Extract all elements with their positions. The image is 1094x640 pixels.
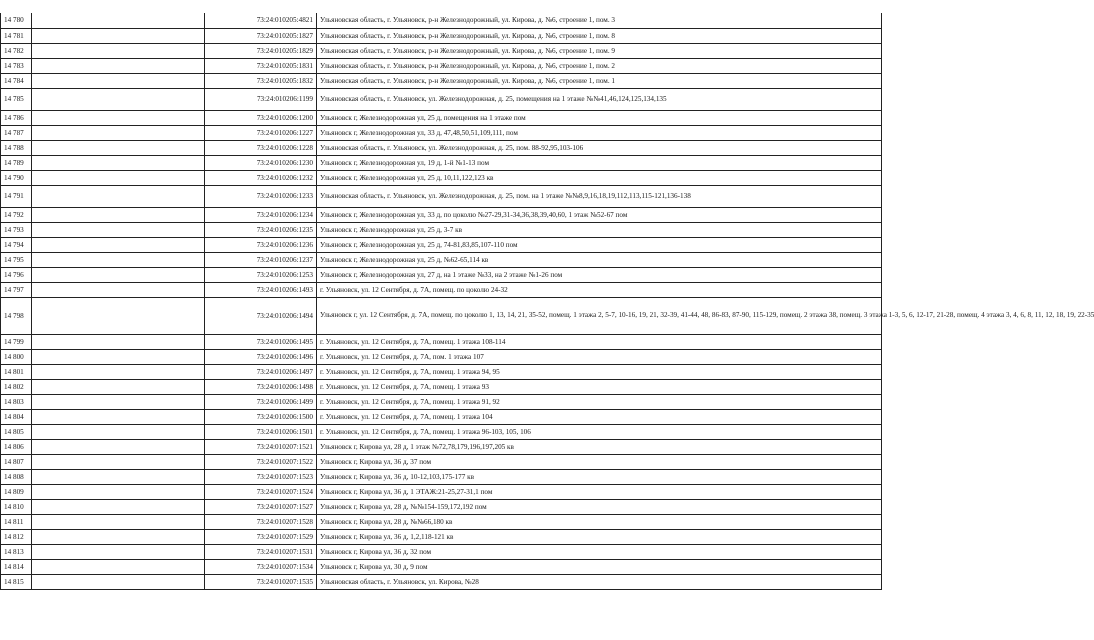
table-row [1,544,882,559]
empty-cell [32,207,205,222]
empty-cell [32,88,205,110]
table-row [1,185,882,207]
table-row [1,439,882,454]
empty-cell [32,185,205,207]
table-row [1,222,882,237]
cadastral-number: 73:24:010206:1499 [205,394,317,409]
table-row [1,334,882,349]
address: Ульяновская область, г. Ульяновск, р-н Железнодорожный, ул. Кирова, д. №6, строение 1, пом. 9 [317,43,882,58]
table-row [1,297,882,334]
cadastral-number: 73:24:010206:1493 [205,282,317,297]
cadastral-number: 73:24:010206:1200 [205,110,317,125]
address: Ульяновск г, ул. 12 Сентября, д. 7А, помещ. по цоколю 1, 13, 14, 21, 35-52, помещ. 1 этажа 2, 5-7, 10-16, 19, 21, 32-39, 41-44, 48, 86-83, 87-90, 115-129, помещ. 2 этажа 38, помещ. 3 этажа 1-3, 5, 6, 12-17, 21-28, помещ. 4 этажа 3, 4, 6, 8, 11, 12, 18, 19, 22-35 [317,297,882,334]
cadastral-number: 73:24:010207:1534 [205,559,317,574]
cadastral-number: 73:24:010205:1829 [205,43,317,58]
cadastral-number: 73:24:010207:1535 [205,574,317,589]
row-number: 14 788 [1,140,32,155]
empty-cell [32,58,205,73]
row-number: 14 807 [1,454,32,469]
table-row [1,394,882,409]
cadastral-number: 73:24:010206:1253 [205,267,317,282]
table-row [1,349,882,364]
address: г. Ульяновск, ул. 12 Сентября, д. 7А, помещ. 1 этажа 91, 92 [317,394,882,409]
address: Ульяновск г, Железнодорожная ул, 25 д, №62-65,114 кв [317,252,882,267]
empty-cell [32,13,205,28]
address: Ульяновск г, Железнодорожная ул, 19 д, 1-й №1-13 пом [317,155,882,170]
table-row [1,58,882,73]
address: Ульяновск г, Железнодорожная ул, 33 д, по цоколю №27-29,31-34,36,38,39,40,60, 1 этаж №52-67 пом [317,207,882,222]
cadastral-number: 73:24:010207:1522 [205,454,317,469]
row-number: 14 804 [1,409,32,424]
table-row [1,529,882,544]
table-row [1,514,882,529]
row-number: 14 796 [1,267,32,282]
row-number: 14 795 [1,252,32,267]
table-row [1,424,882,439]
cadastral-number: 73:24:010206:1496 [205,349,317,364]
address: Ульяновск г, Железнодорожная ул, 33 д, 47,48,50,51,109,111, пом [317,125,882,140]
empty-cell [32,499,205,514]
empty-cell [32,409,205,424]
table-row [1,559,882,574]
empty-cell [32,394,205,409]
address: Ульяновск г, Кирова ул, 36 д, 37 пом [317,454,882,469]
address: Ульяновск г, Кирова ул, 28 д, №№66,180 кв [317,514,882,529]
row-number: 14 782 [1,43,32,58]
table-row [1,110,882,125]
cadastral-number: 73:24:010207:1527 [205,499,317,514]
empty-cell [32,28,205,43]
address: Ульяновск г, Железнодорожная ул, 25 д, 3-7 кв [317,222,882,237]
address: Ульяновск г, Кирова ул, 30 д, 9 пом [317,559,882,574]
empty-cell [32,364,205,379]
cadastral-number: 73:24:010206:1236 [205,237,317,252]
empty-cell [32,574,205,589]
table-row [1,484,882,499]
table-row [1,409,882,424]
table-row [1,267,882,282]
table-row [1,140,882,155]
table-row [1,282,882,297]
row-number: 14 789 [1,155,32,170]
registry-table [0,13,1094,590]
table-row [1,454,882,469]
cadastral-number: 73:24:010206:1227 [205,125,317,140]
row-number: 14 799 [1,334,32,349]
cadastral-number: 73:24:010207:1529 [205,529,317,544]
address: Ульяновск г, Железнодорожная ул, 27 д, на 1 этаже №33, на 2 этаже №1-26 пом [317,267,882,282]
empty-cell [32,544,205,559]
empty-cell [32,267,205,282]
address: Ульяновск г, Железнодорожная ул, 25 д, 10,11,122,123 кв [317,170,882,185]
row-number: 14 815 [1,574,32,589]
row-number: 14 792 [1,207,32,222]
cadastral-number: 73:24:010206:1497 [205,364,317,379]
address: Ульяновская область, г. Ульяновск, ул. Железнодорожная, д. 25, пом. на 1 этаже №№8,9,16,18,19,112,113,115-121,136-138 [317,185,882,207]
address: Ульяновская область, г. Ульяновск, ул. Железнодорожная, д. 25, пом. 88-92,95,103-106 [317,140,882,155]
row-number: 14 805 [1,424,32,439]
empty-cell [32,379,205,394]
row-number: 14 786 [1,110,32,125]
table-row [1,499,882,514]
empty-cell [32,469,205,484]
row-number: 14 813 [1,544,32,559]
row-number: 14 812 [1,529,32,544]
empty-cell [32,529,205,544]
empty-cell [32,349,205,364]
cadastral-number: 73:24:010207:1521 [205,439,317,454]
empty-cell [32,222,205,237]
address: Ульяновск г, Железнодорожная ул, 25 д, помещения на 1 этаже пом [317,110,882,125]
registry-body [1,13,1094,589]
address: г. Ульяновск, ул. 12 Сентября, д. 7А, помещ. 1 этажа 94, 95 [317,364,882,379]
table-row [1,237,882,252]
row-number: 14 794 [1,237,32,252]
row-number: 14 811 [1,514,32,529]
address: Ульяновская область, г. Ульяновск, р-н Железнодорожный, ул. Кирова, д. №6, строение 1, пом. 8 [317,28,882,43]
row-number: 14 801 [1,364,32,379]
address: Ульяновск г, Кирова ул, 36 д, 10-12,103,175-177 кв [317,469,882,484]
row-number: 14 781 [1,28,32,43]
cadastral-number: 73:24:010206:1494 [205,297,317,334]
cadastral-number: 73:24:010207:1524 [205,484,317,499]
empty-cell [32,297,205,334]
table-row [1,13,882,28]
address: г. Ульяновск, ул. 12 Сентября, д. 7А, помещ. 1 этажа 108-114 [317,334,882,349]
table-row [1,88,882,110]
row-number: 14 791 [1,185,32,207]
empty-cell [32,155,205,170]
cadastral-number: 73:24:010206:1230 [205,155,317,170]
address: Ульяновск г, Кирова ул, 28 д, 1 этаж №72,78,179,196,197,205 кв [317,439,882,454]
empty-cell [32,125,205,140]
cadastral-number: 73:24:010206:1234 [205,207,317,222]
cadastral-number: 73:24:010205:1827 [205,28,317,43]
table-row [1,469,882,484]
empty-cell [32,424,205,439]
cadastral-number: 73:24:010206:1228 [205,140,317,155]
empty-cell [32,559,205,574]
row-number: 14 783 [1,58,32,73]
address: Ульяновская область, г. Ульяновск, ул. Железнодорожная, д. 25, помещения на 1 этаже №№41,46,124,125,134,135 [317,88,882,110]
cadastral-number: 73:24:010205:1831 [205,58,317,73]
table-row [1,252,882,267]
row-number: 14 793 [1,222,32,237]
row-number: 14 800 [1,349,32,364]
row-number: 14 803 [1,394,32,409]
table-row [1,379,882,394]
empty-cell [32,170,205,185]
row-number: 14 784 [1,73,32,88]
row-number: 14 797 [1,282,32,297]
row-number: 14 790 [1,170,32,185]
empty-cell [32,334,205,349]
row-number: 14 798 [1,297,32,334]
empty-cell [32,140,205,155]
cadastral-number: 73:24:010207:1528 [205,514,317,529]
address: г. Ульяновск, ул. 12 Сентября, д. 7А, помещ. 1 этажа 96-103, 105, 106 [317,424,882,439]
table-row [1,574,882,589]
cadastral-number: 73:24:010205:1832 [205,73,317,88]
row-number: 14 806 [1,439,32,454]
table-row [1,364,882,379]
address: Ульяновская область, г. Ульяновск, ул. Кирова, №28 [317,574,882,589]
empty-cell [32,454,205,469]
address: Ульяновская область, г. Ульяновск, р-н Железнодорожный, ул. Кирова, д. №6, строение 1, пом. 3 [317,13,882,28]
address: Ульяновская область, г. Ульяновск, р-н Железнодорожный, ул. Кирова, д. №6, строение 1, пом. 1 [317,73,882,88]
address: Ульяновск г, Железнодорожная ул, 25 д, 74-81,83,85,107-110 пом [317,237,882,252]
cadastral-number: 73:24:010206:1199 [205,88,317,110]
table-row [1,28,882,43]
address: Ульяновская область, г. Ульяновск, р-н Железнодорожный, ул. Кирова, д. №6, строение 1, пом. 2 [317,58,882,73]
empty-cell [32,514,205,529]
empty-cell [32,282,205,297]
cadastral-number: 73:24:010206:1237 [205,252,317,267]
address: г. Ульяновск, ул. 12 Сентября, д. 7А, помещ. 1 этажа 93 [317,379,882,394]
cadastral-number: 73:24:010205:4821 [205,13,317,28]
cadastral-number: 73:24:010206:1232 [205,170,317,185]
table-row [1,73,882,88]
empty-cell [32,484,205,499]
address: г. Ульяновск, ул. 12 Сентября, д. 7А, помещ. 1 этажа 104 [317,409,882,424]
cadastral-number: 73:24:010206:1233 [205,185,317,207]
cadastral-number: 73:24:010206:1498 [205,379,317,394]
row-number: 14 802 [1,379,32,394]
table-row [1,207,882,222]
address: Ульяновск г, Кирова ул, 36 д, 1 ЭТАЖ:21-25,27-31,1 пом [317,484,882,499]
row-number: 14 809 [1,484,32,499]
row-number: 14 787 [1,125,32,140]
table-row [1,155,882,170]
row-number: 14 810 [1,499,32,514]
empty-cell [32,110,205,125]
empty-cell [32,43,205,58]
empty-cell [32,73,205,88]
empty-cell [32,237,205,252]
address: Ульяновск г, Кирова ул, 28 д, №№154-159,172,192 пом [317,499,882,514]
table-row [1,170,882,185]
address: Ульяновск г, Кирова ул, 36 д, 32 пом [317,544,882,559]
table-row [1,125,882,140]
cadastral-number: 73:24:010206:1500 [205,409,317,424]
cadastral-number: 73:24:010207:1523 [205,469,317,484]
row-number: 14 780 [1,13,32,28]
table-row [1,43,882,58]
row-number: 14 814 [1,559,32,574]
address: г. Ульяновск, ул. 12 Сентября, д. 7А, помещ. по цоколю 24-32 [317,282,882,297]
address: Ульяновск г, Кирова ул, 36 д, 1,2,118-121 кв [317,529,882,544]
empty-cell [32,252,205,267]
row-number: 14 785 [1,88,32,110]
row-number: 14 808 [1,469,32,484]
address: г. Ульяновск, ул. 12 Сентября, д. 7А, пом. 1 этажа 107 [317,349,882,364]
cadastral-number: 73:24:010206:1495 [205,334,317,349]
empty-cell [32,439,205,454]
cadastral-number: 73:24:010206:1235 [205,222,317,237]
cadastral-number: 73:24:010207:1531 [205,544,317,559]
cadastral-number: 73:24:010206:1501 [205,424,317,439]
